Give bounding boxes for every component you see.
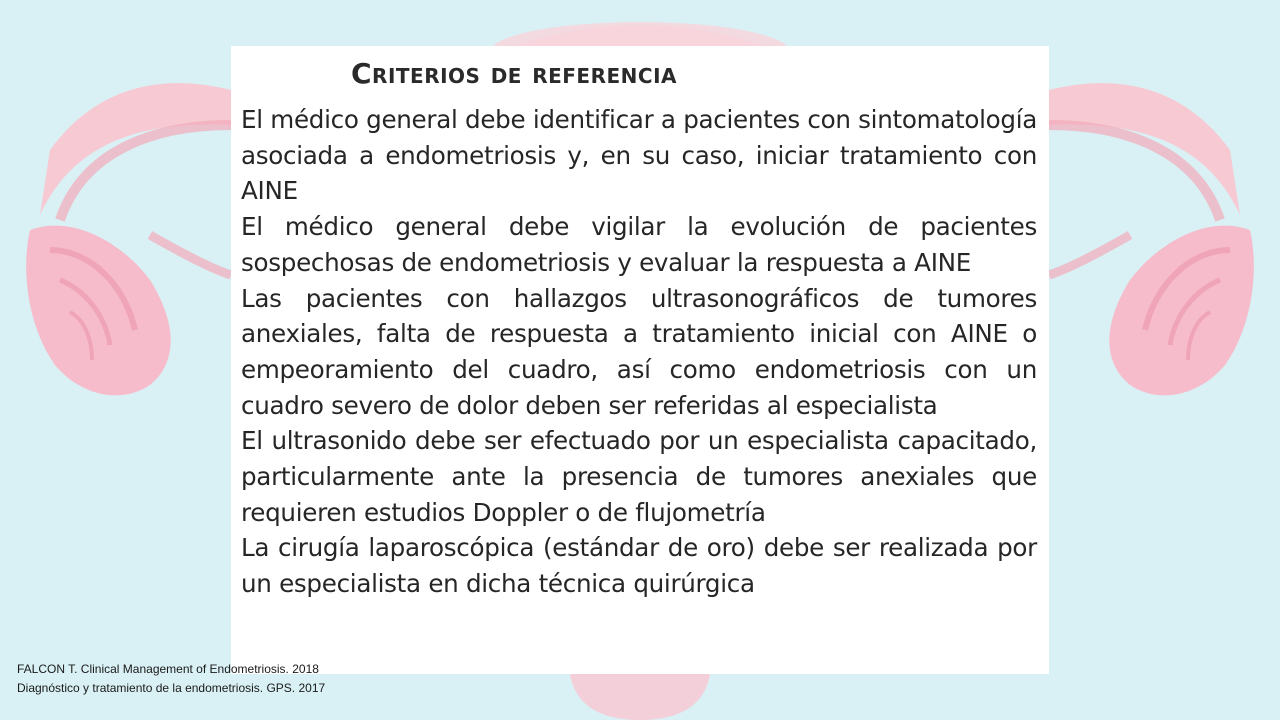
- page-title: Criterios de referencia: [351, 57, 677, 90]
- criteria-list: [241, 102, 1037, 602]
- criterion-item: El ultrasonido debe ser efectuado por un especialista capacitado, particularmente ante la presencia de tumores anexiales que requieren estudios Doppler o de flujometría: [241, 426, 1037, 527]
- citation-falcon: FALCON T. Clinical Management of Endometriosis. 2018: [17, 662, 319, 676]
- criteria-card: [231, 46, 1049, 674]
- criterion-item: El médico general debe vigilar la evolución de pacientes sospechosas de endometriosis y evaluar la respuesta a AINE: [241, 212, 1037, 277]
- criterion-item: La cirugía laparoscópica (estándar de oro) debe ser realizada por un especialista en dicha técnica quirúrgica: [241, 533, 1037, 599]
- citation-gps: Diagnóstico y tratamiento de la endometriosis. GPS. 2017: [17, 681, 326, 695]
- criterion-item: El médico general debe identificar a pacientes con sintomatología asociada a endometriosis y, en su caso, iniciar tratamiento con AINE: [241, 105, 1037, 206]
- criterion-item: Las pacientes con hallazgos ultrasonográficos de tumores anexiales, falta de respuesta a tratamiento inicial con AINE o empeoramiento del cuadro, así como endometriosis con un cuadro severo de dolor deben ser referidas al especialista: [241, 283, 1037, 420]
- citations: [17, 660, 325, 698]
